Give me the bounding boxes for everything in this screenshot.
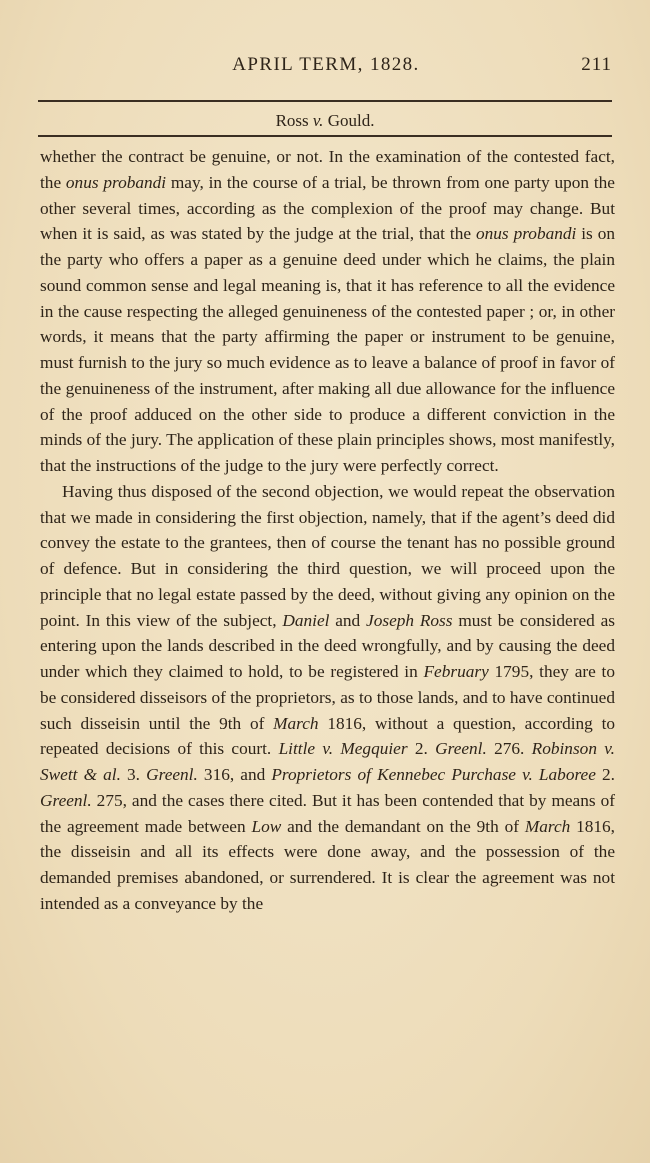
italic-date: March: [524, 816, 571, 836]
opinion-text: [40, 144, 615, 917]
text-run: and the demandant on the 9th of: [281, 816, 525, 836]
text-run: 275, and the cases there cited. But it has been contended that by means of the agreement made between: [40, 790, 615, 836]
text-run: 1795, they are to be considered disseisors of the proprietors, as to those lands, and to have continued such disseisin until the 9th of: [40, 662, 615, 733]
text-run: must be considered as entering upon the lands described in the deed wrongfully, and by causing the deed under which they claimed to hold, to be registered in: [40, 610, 615, 681]
case-party-left: Ross: [275, 111, 309, 130]
italic-term: onus probandi: [65, 172, 167, 192]
case-citation: Robinson v. Swett & al.: [40, 739, 615, 784]
case-party-right: Gould.: [327, 111, 375, 130]
text-run: may, in the course of a trial, be thrown from one party upon the other several times, according as the complexion of the proof may change. But when it is said, as was stated by the judge at the trial, that the: [40, 172, 615, 244]
header-rule-top: [38, 100, 612, 102]
paragraph-1: [40, 144, 615, 479]
italic-term: onus probandi: [475, 224, 577, 244]
header-rule-bottom: [38, 135, 612, 137]
text-run: Having thus disposed of the second objection, we would repeat the observation that we made in considering the first objection, namely, that if the agent’s deed did convey the estate to the grantees, then of course the tenant has no possible ground of defence. But in considering the third question, we will proceed upon the principle that no legal estate passed by the deed, without giving any opinion on the point. In this view of the subject,: [40, 481, 615, 630]
case-versus: v.: [312, 111, 324, 130]
case-citation: Proprietors of Kennebec Purchase v. Laboree: [271, 765, 596, 784]
paragraph-2: [40, 479, 615, 917]
text-run: 2.: [407, 739, 436, 759]
text-run: 1816, the disseisin and all its effects were done away, and the possession of the demanded premises abandoned, or surrendered. It is clear the agreement was not intended as a conveyance by the: [40, 816, 615, 913]
running-head: [40, 54, 612, 84]
text-run: 276.: [486, 739, 532, 759]
text-run: 316, and: [197, 765, 272, 784]
text-run: whether the contract be genuine, or not. In the examination of the contested fact, the: [40, 147, 615, 192]
italic-name: Daniel: [282, 610, 330, 630]
text-run: and: [329, 610, 367, 630]
italic-date: March: [273, 713, 319, 733]
case-citation: Little v. Megquier: [278, 739, 408, 759]
text-run: is on the party who offers a paper as a genuine deed under which he claims, the plain sound common sense and legal meaning is, that it has reference to all the evidence in the cause respecting the alleged genuineness of the contested paper ; or, in other words, it means that the party affirming the paper or instrument to be genuine, must furnish to the jury so much evidence as to leave a balance of proof in favor of the genuineness of the instrument, after making all due allowance for the influence of the proof adduced on the other side to produce a different conviction in the minds of the jury. The application of these plain principles shows, most manifestly, that the instructions of the judge to the jury were perfectly correct.: [40, 224, 616, 475]
running-head-title: APRIL TERM, 1828.: [232, 54, 420, 75]
case-title: [38, 111, 612, 131]
reporter-citation: Greenl.: [40, 790, 92, 810]
text-run: 3.: [120, 765, 147, 784]
italic-date: February: [423, 662, 489, 681]
italic-name: Joseph Ross: [366, 610, 453, 630]
text-run: 1816, without a question, according to repeated decisions of this court.: [40, 713, 616, 759]
italic-name: Low: [251, 816, 282, 836]
page-number: 211: [581, 54, 612, 75]
reporter-citation: Greenl.: [435, 739, 487, 759]
reporter-citation: Greenl.: [146, 765, 198, 784]
text-run: 2.: [595, 765, 615, 784]
